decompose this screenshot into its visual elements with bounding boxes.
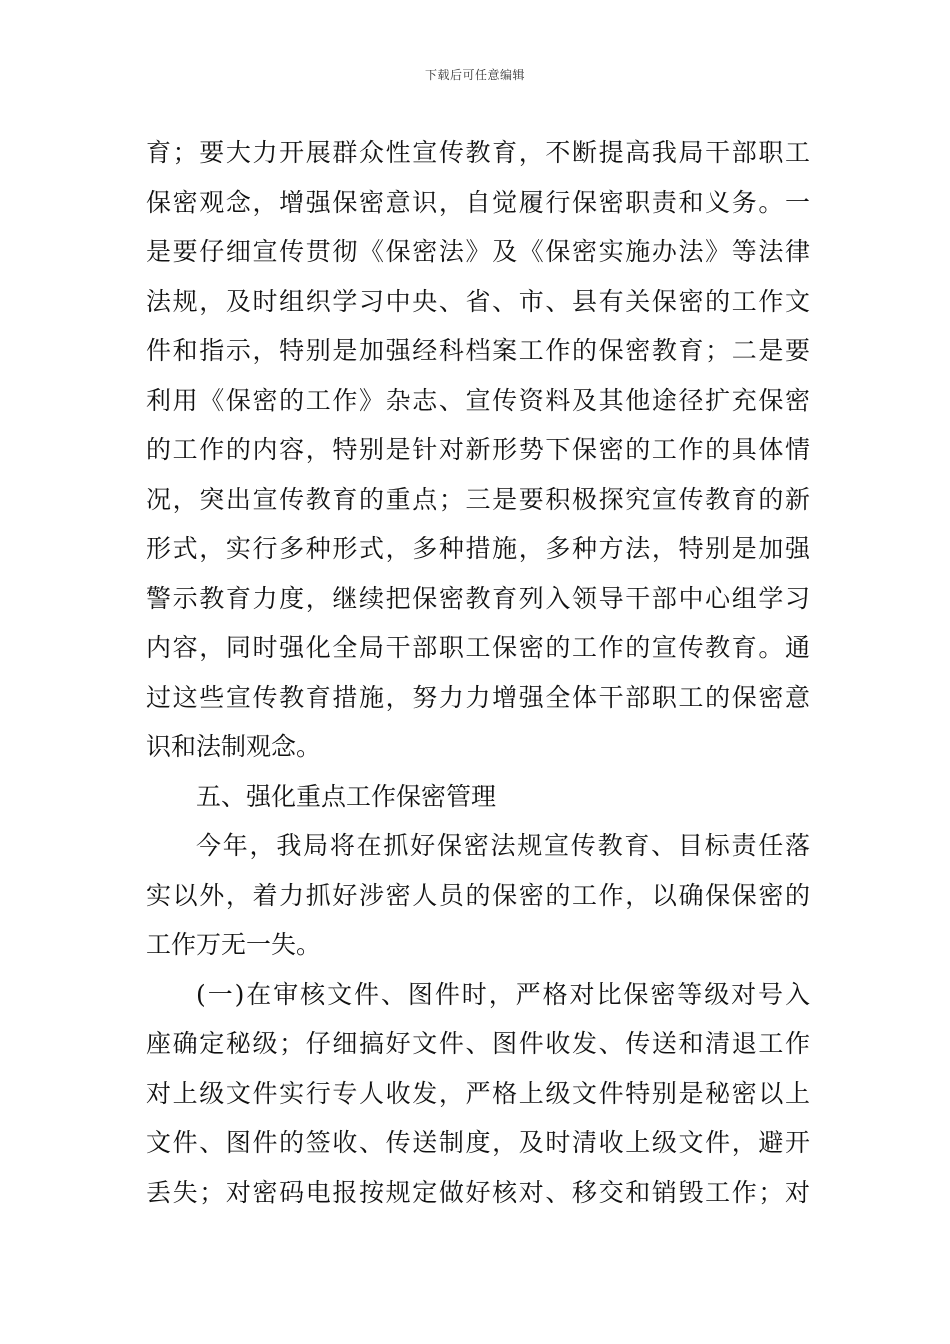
text-line: 工作万无一失。	[146, 930, 322, 959]
text-line: 对上级文件实行专人收发，严格上级文件特别是秘密以上	[146, 1078, 810, 1108]
text-line: 警示教育力度，继续把保密教育列入领导干部中心组学习	[146, 583, 810, 613]
text-line: 件和指示，特别是加强经科档案工作的保密教育；二是要	[146, 336, 810, 365]
text-line: 保密观念，增强保密意识，自觉履行保密职责和义务。一	[146, 187, 810, 217]
body-text	[146, 128, 810, 1217]
text-line: 形式，实行多种形式，多种措施，多种方法，特别是加强	[146, 534, 810, 563]
paragraph-first-line: (一)在审核文件、图件时，严格对比保密等级对号入	[196, 979, 810, 1009]
text-line: 文件、图件的签收、传送制度，及时清收上级文件，避开	[146, 1128, 810, 1157]
header-note: 下载后可任意编辑	[424, 68, 525, 82]
text-line: 法规，及时组织学习中央、省、市、县有关保密的工作文	[146, 286, 810, 316]
text-line: 的工作的内容，特别是针对新形势下保密的工作的具体情	[146, 435, 810, 464]
text-line: 实以外，着力抓好涉密人员的保密的工作，以确保保密的	[146, 880, 810, 910]
text-line: 丢失；对密码电报按规定做好核对、移交和销毁工作；对	[146, 1177, 810, 1207]
text-line: 利用《保密的工作》杂志、宣传资料及其他途径扩充保密	[146, 385, 810, 415]
text-line: 内容，同时强化全局干部职工保密的工作的宣传教育。通	[146, 633, 810, 662]
paragraph-first-line: 今年，我局将在抓好保密法规宣传教育、目标责任落	[196, 831, 810, 860]
text-line: 识和法制观念。	[146, 732, 322, 761]
text-line: 况，突出宣传教育的重点；三是要积极探究宣传教育的新	[146, 484, 810, 514]
text-line: 育；要大力开展群众性宣传教育，不断提高我局干部职工	[146, 138, 810, 167]
text-line: 过这些宣传教育措施，努力力增强全体干部职工的保密意	[146, 682, 810, 712]
text-line: 座确定秘级；仔细搞好文件、图件收发、传送和清退工作	[146, 1029, 810, 1058]
text-line: 是要仔细宣传贯彻《保密法》及《保密实施办法》等法律	[146, 237, 810, 266]
section-heading: 五、强化重点工作保密管理	[196, 781, 497, 811]
